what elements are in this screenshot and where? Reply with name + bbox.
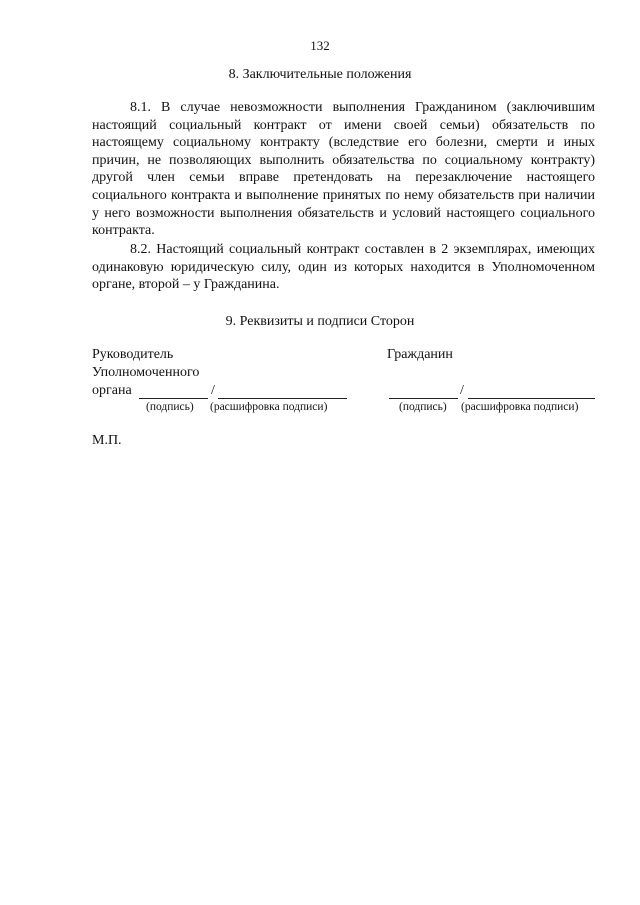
right-slash: / — [460, 383, 464, 398]
left-caption-decode: (расшифровка подписи) — [210, 401, 328, 413]
stamp-place: М.П. — [92, 433, 122, 448]
right-title: Гражданин — [387, 347, 453, 362]
section-9-title: 9. Реквизиты и подписи Сторон — [225, 314, 415, 329]
left-decode-line — [218, 398, 347, 399]
left-title-line3: органа — [92, 383, 132, 398]
left-title-line2: Уполномоченного — [92, 365, 200, 380]
right-caption-sign: (подпись) — [399, 401, 447, 413]
right-decode-line — [468, 398, 595, 399]
left-caption-sign: (подпись) — [146, 401, 194, 413]
left-signature-line — [139, 398, 208, 399]
section-8-title: 8. Заключительные положения — [228, 67, 412, 82]
page-number: 132 — [310, 38, 330, 53]
right-signature-line — [389, 398, 458, 399]
left-title-line1: Руководитель — [92, 347, 174, 362]
right-caption-decode: (расшифровка подписи) — [461, 401, 579, 413]
paragraph-8-1: 8.1. В случае невозможности выполнения Гражданином (заключившим настоящий социальный контракт от имени своей семьи) обязательств по настоящему социальному контракту (вследствие его болезни, смерти и иных причин, не позволяющих выполнить обязательства по социальному контракту) другой член семьи вправе претендовать на перезаключение настоящего социального контракта и выполнение принятых по нему обязательств при наличии у него возможности выполнения обязательств и условий настоящего социального контракта. — [92, 100, 595, 239]
paragraph-8-2: 8.2. Настоящий социальный контракт составлен в 2 экземплярах, имеющих одинаковую юридическую силу, один из которых находится в Уполномоченном органе, второй – у Гражданина. — [92, 242, 595, 293]
left-slash: / — [211, 383, 215, 398]
